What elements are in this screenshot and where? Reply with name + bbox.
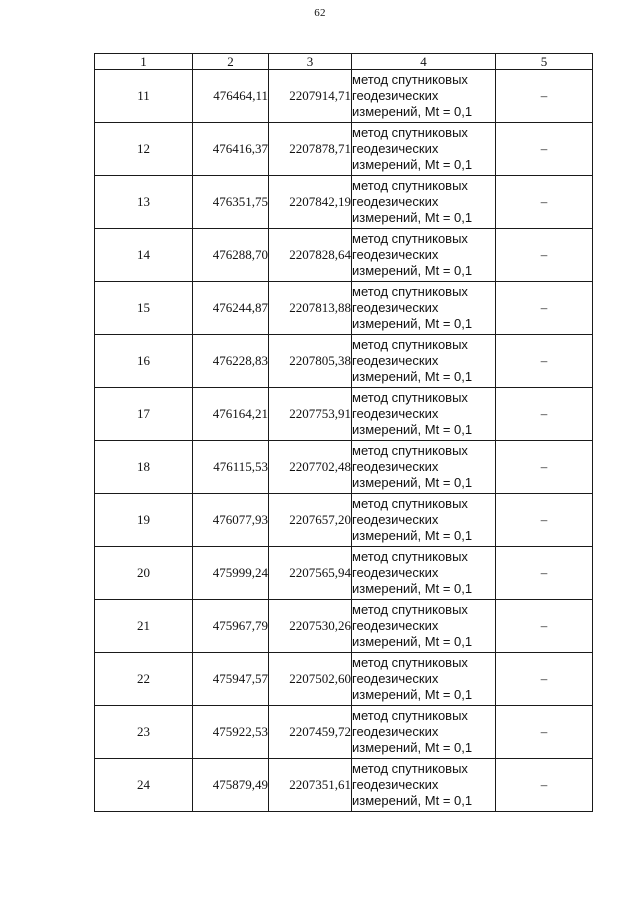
table-header — [95, 54, 593, 70]
note-cell: – — [496, 388, 593, 441]
table-row — [95, 494, 593, 547]
method-line: измерений, Mt = 0,1 — [352, 157, 473, 172]
method-line: измерений, Mt = 0,1 — [352, 528, 473, 543]
point-number: 19 — [95, 494, 193, 547]
method-line: метод спутниковых — [352, 602, 468, 617]
note-cell: – — [496, 335, 593, 388]
method-line: метод спутниковых — [352, 443, 468, 458]
coordinate-x: 476288,70 — [193, 229, 269, 282]
method-line: метод спутниковых — [352, 708, 468, 723]
method-cell — [352, 600, 496, 653]
method-line: метод спутниковых — [352, 761, 468, 776]
method-line: измерений, Mt = 0,1 — [352, 263, 473, 278]
method-cell — [352, 441, 496, 494]
method-line: измерений, Mt = 0,1 — [352, 104, 473, 119]
method-line: геодезических — [352, 88, 439, 103]
coordinate-y: 2207805,38 — [269, 335, 352, 388]
method-cell — [352, 388, 496, 441]
point-number: 14 — [95, 229, 193, 282]
coordinate-x: 475947,57 — [193, 653, 269, 706]
table-row — [95, 176, 593, 229]
header-cell-1: 1 — [95, 54, 193, 70]
table-row — [95, 653, 593, 706]
table-row — [95, 70, 593, 123]
note-cell: – — [496, 600, 593, 653]
table-row — [95, 229, 593, 282]
method-cell — [352, 70, 496, 123]
coordinate-x: 475922,53 — [193, 706, 269, 759]
coordinate-x: 476115,53 — [193, 441, 269, 494]
table-row — [95, 282, 593, 335]
note-cell: – — [496, 706, 593, 759]
point-number: 12 — [95, 123, 193, 176]
note-cell: – — [496, 759, 593, 812]
table-row — [95, 600, 593, 653]
method-line: метод спутниковых — [352, 125, 468, 140]
coordinates-table — [94, 53, 593, 812]
table-row — [95, 547, 593, 600]
note-cell: – — [496, 441, 593, 494]
point-number: 11 — [95, 70, 193, 123]
point-number: 18 — [95, 441, 193, 494]
coordinate-y: 2207459,72 — [269, 706, 352, 759]
table-body — [95, 70, 593, 812]
header-cell-2: 2 — [193, 54, 269, 70]
coordinate-x: 476077,93 — [193, 494, 269, 547]
method-cell — [352, 123, 496, 176]
method-line: метод спутниковых — [352, 390, 468, 405]
method-line: измерений, Mt = 0,1 — [352, 369, 473, 384]
method-line: геодезических — [352, 671, 439, 686]
method-line: геодезических — [352, 459, 439, 474]
coordinate-y: 2207753,91 — [269, 388, 352, 441]
coordinate-y: 2207657,20 — [269, 494, 352, 547]
point-number: 16 — [95, 335, 193, 388]
header-cell-3: 3 — [269, 54, 352, 70]
method-cell — [352, 335, 496, 388]
method-line: геодезических — [352, 724, 439, 739]
note-cell: – — [496, 123, 593, 176]
method-cell — [352, 547, 496, 600]
method-line: измерений, Mt = 0,1 — [352, 475, 473, 490]
method-line: геодезических — [352, 300, 439, 315]
table-row — [95, 388, 593, 441]
method-cell — [352, 494, 496, 547]
table-row — [95, 335, 593, 388]
coordinate-y: 2207702,48 — [269, 441, 352, 494]
note-cell: – — [496, 229, 593, 282]
point-number: 21 — [95, 600, 193, 653]
method-line: измерений, Mt = 0,1 — [352, 634, 473, 649]
page-number: 62 — [314, 7, 326, 19]
point-number: 22 — [95, 653, 193, 706]
header-cell-4: 4 — [352, 54, 496, 70]
note-cell: – — [496, 494, 593, 547]
point-number: 24 — [95, 759, 193, 812]
method-line: геодезических — [352, 141, 439, 156]
note-cell: – — [496, 70, 593, 123]
header-row — [95, 54, 593, 70]
table-row — [95, 441, 593, 494]
coordinate-x: 476351,75 — [193, 176, 269, 229]
method-cell — [352, 229, 496, 282]
method-cell — [352, 653, 496, 706]
method-line: геодезических — [352, 353, 439, 368]
method-line: измерений, Mt = 0,1 — [352, 581, 473, 596]
coordinate-y: 2207502,60 — [269, 653, 352, 706]
method-line: геодезических — [352, 406, 439, 421]
method-line: метод спутниковых — [352, 337, 468, 352]
method-line: геодезических — [352, 512, 439, 527]
coordinate-y: 2207842,19 — [269, 176, 352, 229]
coordinate-x: 475879,49 — [193, 759, 269, 812]
point-number: 15 — [95, 282, 193, 335]
method-line: метод спутниковых — [352, 655, 468, 670]
method-line: геодезических — [352, 565, 439, 580]
point-number: 20 — [95, 547, 193, 600]
method-line: геодезических — [352, 618, 439, 633]
method-cell — [352, 176, 496, 229]
coordinate-y: 2207351,61 — [269, 759, 352, 812]
method-line: измерений, Mt = 0,1 — [352, 793, 473, 808]
coordinate-y: 2207914,71 — [269, 70, 352, 123]
method-line: измерений, Mt = 0,1 — [352, 210, 473, 225]
method-cell — [352, 759, 496, 812]
note-cell: – — [496, 547, 593, 600]
coordinate-x: 476228,83 — [193, 335, 269, 388]
method-line: измерений, Mt = 0,1 — [352, 316, 473, 331]
method-line: измерений, Mt = 0,1 — [352, 740, 473, 755]
note-cell: – — [496, 176, 593, 229]
coordinate-x: 475999,24 — [193, 547, 269, 600]
method-line: геодезических — [352, 194, 439, 209]
method-line: измерений, Mt = 0,1 — [352, 422, 473, 437]
method-line: метод спутниковых — [352, 496, 468, 511]
method-cell — [352, 706, 496, 759]
note-cell: – — [496, 653, 593, 706]
method-line: измерений, Mt = 0,1 — [352, 687, 473, 702]
header-cell-5: 5 — [496, 54, 593, 70]
coordinate-y: 2207878,71 — [269, 123, 352, 176]
coordinate-x: 475967,79 — [193, 600, 269, 653]
method-line: геодезических — [352, 247, 439, 262]
method-line: метод спутниковых — [352, 178, 468, 193]
method-line: метод спутниковых — [352, 549, 468, 564]
point-number: 17 — [95, 388, 193, 441]
table-row — [95, 706, 593, 759]
coordinate-x: 476464,11 — [193, 70, 269, 123]
note-cell: – — [496, 282, 593, 335]
coordinate-x: 476244,87 — [193, 282, 269, 335]
coordinate-x: 476164,21 — [193, 388, 269, 441]
coordinate-y: 2207828,64 — [269, 229, 352, 282]
coordinate-y: 2207813,88 — [269, 282, 352, 335]
method-line: геодезических — [352, 777, 439, 792]
method-line: метод спутниковых — [352, 72, 468, 87]
method-cell — [352, 282, 496, 335]
point-number: 23 — [95, 706, 193, 759]
coordinate-y: 2207565,94 — [269, 547, 352, 600]
table-row — [95, 123, 593, 176]
coordinate-y: 2207530,26 — [269, 600, 352, 653]
table-row — [95, 759, 593, 812]
method-line: метод спутниковых — [352, 284, 468, 299]
method-line: метод спутниковых — [352, 231, 468, 246]
coordinate-x: 476416,37 — [193, 123, 269, 176]
point-number: 13 — [95, 176, 193, 229]
